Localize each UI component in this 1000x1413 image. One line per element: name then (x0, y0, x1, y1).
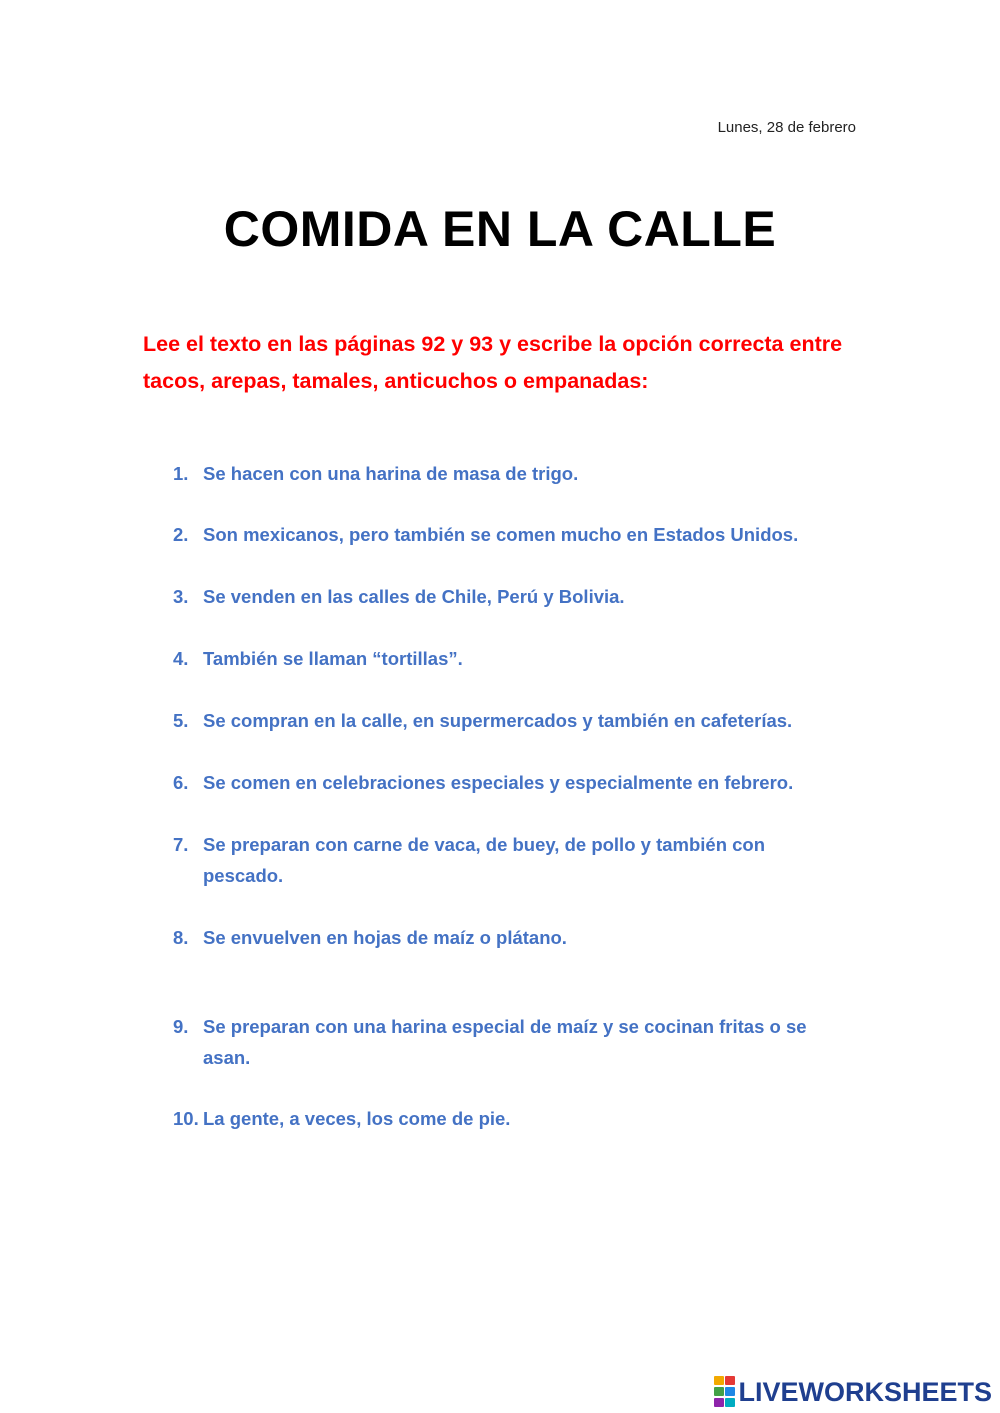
question-number: 6. (173, 772, 189, 793)
question-item-10 (173, 1103, 873, 1134)
date-label: Lunes, 28 de febrero (717, 119, 856, 136)
question-item-8 (173, 922, 873, 953)
question-item-1 (173, 458, 873, 489)
question-number: 3. (173, 586, 189, 607)
question-number: 5. (173, 710, 189, 731)
question-item-9 (173, 1011, 873, 1073)
question-number: 8. (173, 927, 189, 948)
question-text: Son mexicanos, pero también se comen mucho en Estados Unidos. (203, 524, 799, 545)
question-item-2 (173, 519, 873, 550)
liveworksheets-logo (714, 1377, 992, 1407)
question-number: 1. (173, 463, 189, 484)
page-title: COMIDA EN LA CALLE (223, 201, 777, 257)
question-text: Se venden en las calles de Chile, Perú y Bolivia. (203, 586, 625, 607)
question-text: Se compran en la calle, en supermercados y también en cafeterías. (203, 710, 793, 731)
question-text: Se envuelven en hojas de maíz o plátano. (203, 927, 567, 948)
question-text: Se preparan con una harina especial de maíz y se cocinan fritas o se asan. (203, 1016, 807, 1068)
question-number: 7. (173, 834, 189, 855)
question-text: Se hacen con una harina de masa de trigo. (203, 463, 579, 484)
question-number: 2. (173, 524, 189, 545)
question-number: 9. (173, 1016, 189, 1037)
question-text: La gente, a veces, los come de pie. (203, 1108, 511, 1129)
question-item-6 (173, 767, 873, 798)
liveworksheets-logo-icon (714, 1376, 735, 1408)
question-text: Se comen en celebraciones especiales y especialmente en febrero. (203, 772, 794, 793)
question-text: Se preparan con carne de vaca, de buey, de pollo y también con pescado. (203, 834, 766, 886)
question-number: 10. (173, 1108, 199, 1129)
instructions-text: Lee el texto en las páginas 92 y 93 y escribe la opción correcta entre tacos, arepas, tamales, anticuchos o empanadas: (143, 332, 843, 393)
question-text: También se llaman “tortillas”. (203, 648, 463, 669)
logo-text: LIVEWORKSHEETS (738, 1376, 992, 1407)
question-item-7 (173, 829, 873, 891)
question-item-4 (173, 643, 873, 674)
question-item-3 (173, 581, 873, 612)
question-number: 4. (173, 648, 189, 669)
question-item-5 (173, 705, 873, 736)
